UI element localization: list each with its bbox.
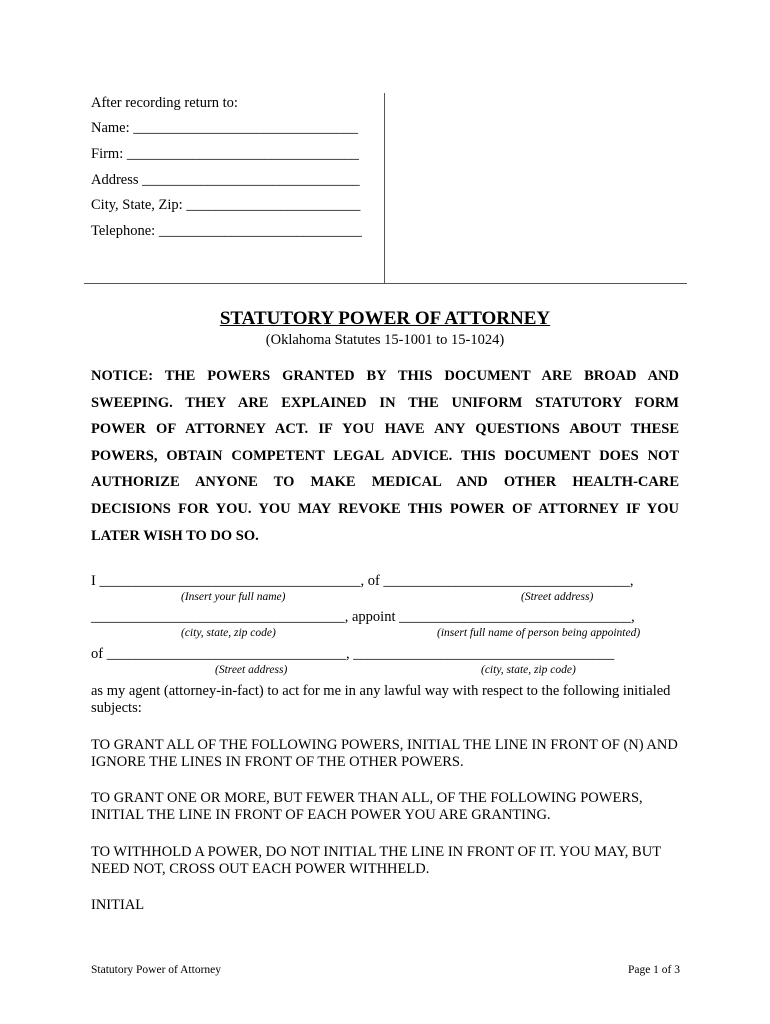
agent-paragraph: as my agent (attorney-in-fact) to act for me in any lawful way with respect to the following initialed subjects: bbox=[91, 683, 671, 716]
notice-line: POWER OF ATTORNEY ACT. IF YOU HAVE ANY QUESTIONS ABOUT THESE bbox=[91, 421, 679, 437]
footer-page-number: Page 1 of 3 bbox=[627, 964, 680, 976]
notice-line: DECISIONS FOR YOU. YOU MAY REVOKE THIS POWER OF ATTORNEY IF YOU bbox=[91, 501, 679, 517]
recording-heading: After recording return to: bbox=[91, 95, 238, 111]
recording-city-field: City, State, Zip: ________________________ bbox=[91, 197, 361, 213]
withhold-instruction: TO WITHHOLD A POWER, DO NOT INITIAL THE LINE IN FRONT OF IT. YOU MAY, BUT NEED NOT, CROSS OUT EACH POWER WITHHELD. bbox=[91, 844, 661, 877]
document-subtitle: (Oklahoma Statutes 15-1001 to 15-1024) bbox=[265, 332, 505, 348]
notice-line: SWEEPING. THEY ARE EXPLAINED IN THE UNIFORM STATUTORY FORM bbox=[91, 395, 679, 411]
grant-all-instruction: TO GRANT ALL OF THE FOLLOWING POWERS, INITIAL THE LINE IN FRONT OF (N) AND IGNORE THE LINES IN FRONT OF THE OTHER POWERS. bbox=[91, 737, 678, 770]
appoint-line: ___________________________________, appoint ________________________________, bbox=[91, 609, 635, 625]
agent-address-line: of _________________________________, ____________________________________ bbox=[91, 646, 615, 662]
notice-line: LATER WISH TO DO SO. bbox=[91, 528, 259, 544]
caption-street-address: (Street address) bbox=[521, 591, 594, 603]
footer-document-name: Statutory Power of Attorney bbox=[91, 964, 221, 976]
notice-line: NOTICE: THE POWERS GRANTED BY THIS DOCUMENT ARE BROAD AND bbox=[91, 368, 679, 384]
notice-line: AUTHORIZE ANYONE TO MAKE MEDICAL AND OTHER HEALTH-CARE bbox=[91, 474, 679, 490]
recording-telephone-field: Telephone: ____________________________ bbox=[91, 223, 362, 239]
notice-line: POWERS, OBTAIN COMPETENT LEGAL ADVICE. THIS DOCUMENT DOES NOT bbox=[91, 448, 679, 464]
caption-agent-street: (Street address) bbox=[215, 664, 288, 676]
caption-agent-name: (insert full name of person being appointed) bbox=[437, 627, 641, 639]
recording-vertical-divider bbox=[384, 93, 385, 283]
principal-name-line: I ____________________________________, of __________________________________, bbox=[91, 573, 634, 589]
recording-firm-field: Firm: ________________________________ bbox=[91, 146, 359, 162]
caption-full-name: (Insert your full name) bbox=[181, 591, 286, 603]
caption-agent-city: (city, state, zip code) bbox=[481, 664, 576, 676]
recording-address-field: Address ______________________________ bbox=[91, 172, 360, 188]
recording-horizontal-divider bbox=[84, 283, 687, 284]
initial-heading: INITIAL bbox=[91, 897, 145, 913]
caption-city-state-zip: (city, state, zip code) bbox=[181, 627, 276, 639]
grant-some-instruction: TO GRANT ONE OR MORE, BUT FEWER THAN ALL, OF THE FOLLOWING POWERS, INITIAL THE LINE IN FRONT OF EACH POWER YOU ARE GRANTING. bbox=[91, 790, 643, 823]
recording-name-field: Name: _______________________________ bbox=[91, 120, 359, 136]
document-title: STATUTORY POWER OF ATTORNEY bbox=[219, 308, 551, 329]
